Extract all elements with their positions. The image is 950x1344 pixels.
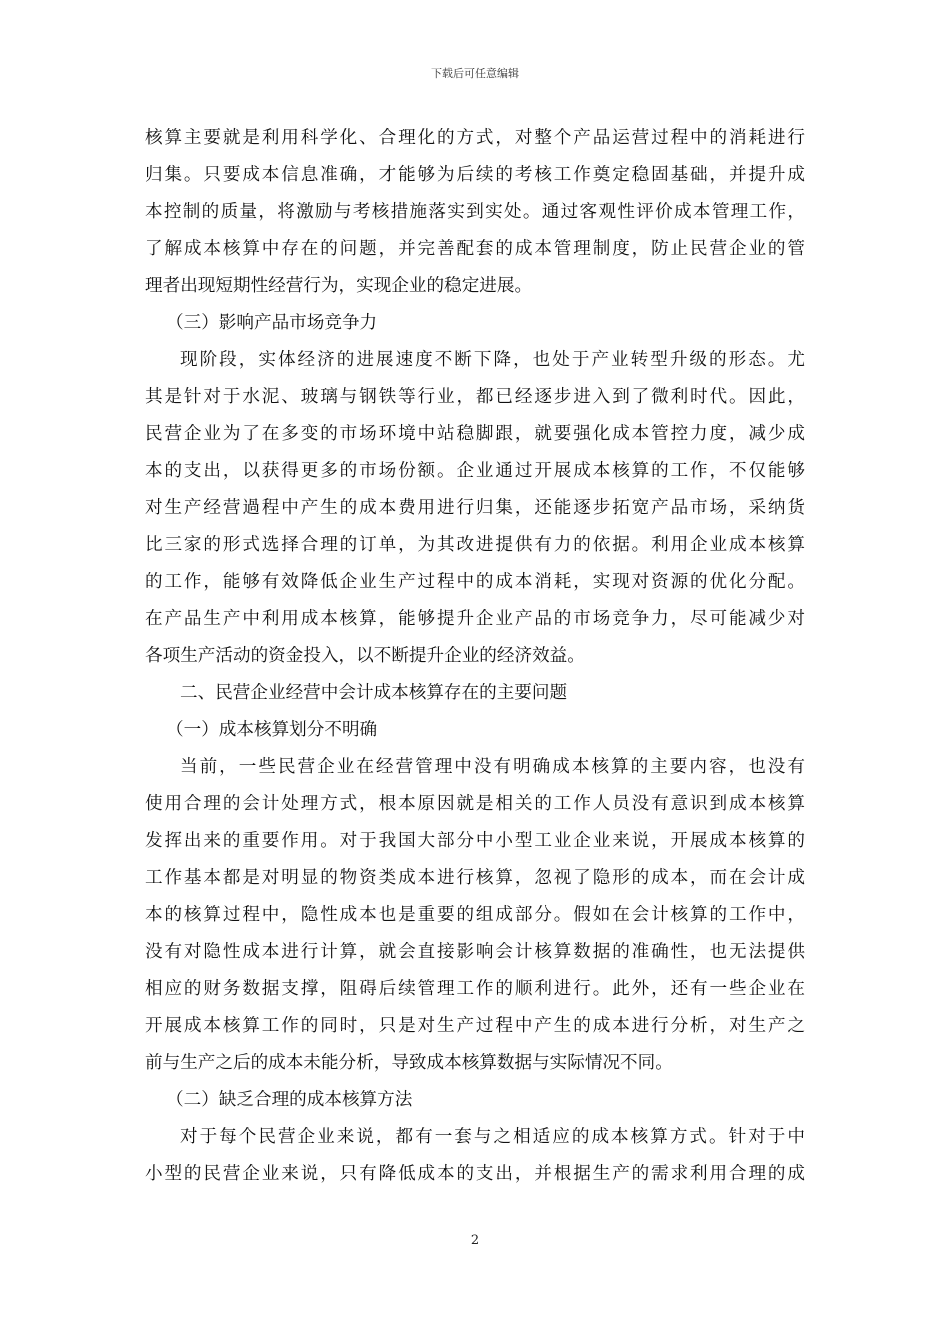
paragraph-line: 了解成本核算中存在的问题，并完善配套的成本管理制度，防止民营企业的管 bbox=[145, 239, 805, 259]
page-header: 下载后可任意编辑 bbox=[431, 67, 519, 80]
paragraph-line: 小型的民营企业来说，只有降低成本的支出，并根据生产的需求利用合理的成 bbox=[145, 1164, 805, 1184]
paragraph-line: 对生产经营過程中产生的成本费用进行归集，还能逐步拓宽产品市场，采纳货 bbox=[145, 498, 805, 518]
paragraph-line: 归集。只要成本信息准确，才能够为后续的考核工作奠定稳固基础，并提升成 bbox=[145, 165, 805, 185]
section-heading: （一）成本核算划分不明确 bbox=[166, 720, 378, 740]
paragraph-line: 前与生产之后的成本未能分析，导致成本核算数据与实际情况不同。 bbox=[145, 1053, 673, 1073]
paragraph-line: 各项生产活动的资金投入，以不断提升企业的经济效益。 bbox=[145, 646, 585, 666]
paragraph-line: 本的核算过程中，隐性成本也是重要的组成部分。假如在会计核算的工作中， bbox=[145, 905, 805, 925]
paragraph-line: 开展成本核算工作的同时，只是对生产过程中产生的成本进行分析，对生产之 bbox=[145, 1016, 805, 1036]
paragraph-line: 没有对隐性成本进行计算，就会直接影响会计核算数据的准确性，也无法提供 bbox=[145, 942, 805, 962]
paragraph-line: 对于每个民营企业来说，都有一套与之相适应的成本核算方式。针对于中 bbox=[180, 1127, 805, 1147]
paragraph-line: 发挥出来的重要作用。对于我国大部分中小型工业企业来说，开展成本核算的 bbox=[145, 831, 805, 851]
paragraph-line: 现阶段，实体经济的进展速度不断下降，也处于产业转型升级的形态。尤 bbox=[180, 350, 805, 370]
chapter-heading: 二、民营企业经营中会计成本核算存在的主要问题 bbox=[180, 683, 568, 703]
paragraph-line: 当前，一些民营企业在经营管理中没有明确成本核算的主要内容，也没有 bbox=[180, 757, 805, 777]
paragraph-line: 其是针对于水泥、玻璃与钢铁等行业，都已经逐步进入到了微利时代。因此， bbox=[145, 387, 805, 407]
paragraph-line: 工作基本都是对明显的物资类成本进行核算，忽视了隐形的成本，而在会计成 bbox=[145, 868, 805, 888]
page-number: 2 bbox=[470, 1233, 480, 1248]
paragraph-line: 本的支出，以获得更多的市场份额。企业通过开展成本核算的工作，不仅能够 bbox=[145, 461, 805, 481]
paragraph-line: 的工作，能够有效降低企业生产过程中的成本消耗，实现对资源的优化分配。 bbox=[145, 572, 805, 592]
paragraph-line: 民营企业为了在多变的市场环境中站稳脚跟，就要强化成本管控力度，减少成 bbox=[145, 424, 805, 444]
paragraph-line: 理者出现短期性经营行为，实现企业的稳定进展。 bbox=[145, 276, 533, 296]
paragraph-line: 使用合理的会计处理方式，根本原因就是相关的工作人员没有意识到成本核算 bbox=[145, 794, 805, 814]
paragraph-line: 核算主要就是利用科学化、合理化的方式，对整个产品运营过程中的消耗进行 bbox=[145, 128, 805, 148]
paragraph-line: 比三家的形式选择合理的订单，为其改进提供有力的依据。利用企业成本核算 bbox=[145, 535, 805, 555]
paragraph-line: 相应的财务数据支撑，阻碍后续管理工作的顺利进行。此外，还有一些企业在 bbox=[145, 979, 805, 999]
paragraph-line: 本控制的质量，将激励与考核措施落实到实处。通过客观性评价成本管理工作， bbox=[145, 202, 805, 222]
paragraph-line: 在产品生产中利用成本核算，能够提升企业产品的市场竞争力，尽可能减少对 bbox=[145, 609, 805, 629]
section-heading: （三）影响产品市场竞争力 bbox=[166, 313, 378, 333]
document-body bbox=[145, 120, 805, 1193]
section-heading: （二）缺乏合理的成本核算方法 bbox=[166, 1090, 413, 1110]
